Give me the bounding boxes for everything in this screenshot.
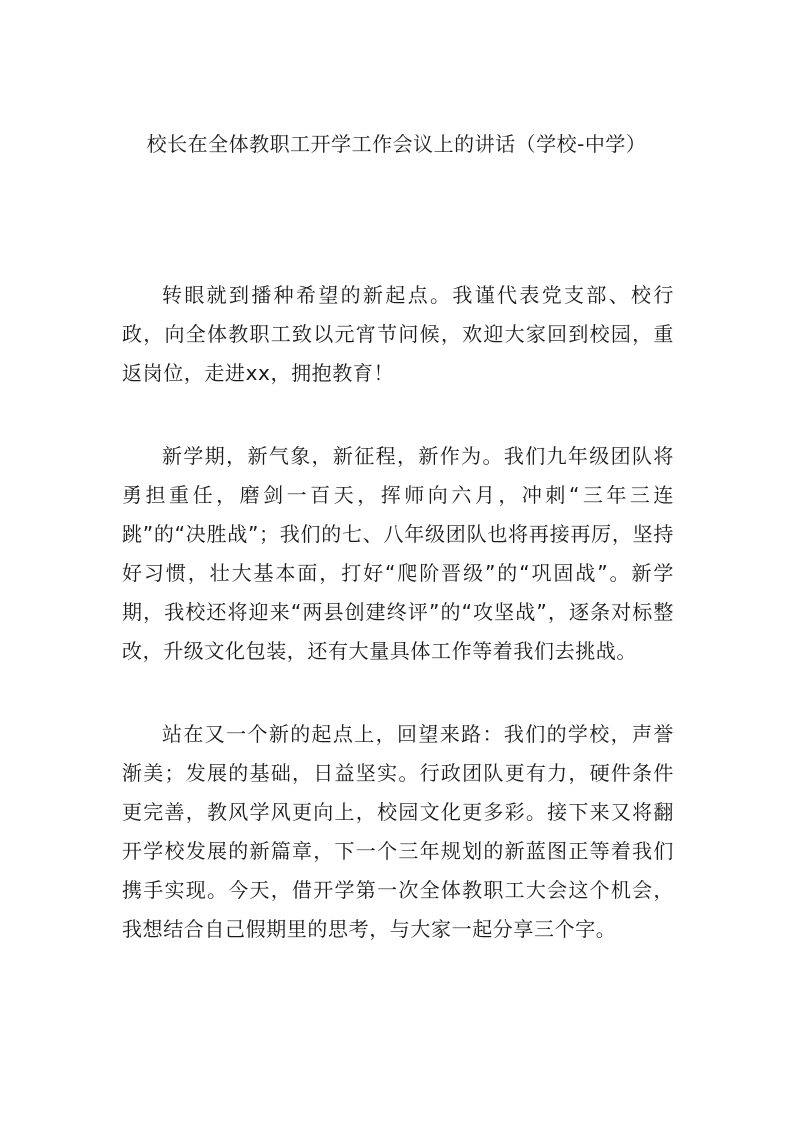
paragraph-2: 新学期，新气象，新征程，新作为。我们九年级团队将勇担重任，磨剑一百天，挥师向六月，冲刺“三年三连跳”的“决胜战”；我们的七、八年级团队也将再接再厉，坚持好习惯，壮大基本面，打好“爬阶晋级”的“巩固战”。新学期，我校还将迎来“两县创建终评”的“攻坚战”，逐条对标整改，升级文化包装，还有大量具体工作等着我们去挑战。 — [122, 444, 674, 663]
paragraph-1: 转眼就到播种希望的新起点。我谨代表党支部、校行政，向全体教职工致以元宵节问候，欢迎大家回到校园，重返岗位，走进xx，拥抱教育！ — [122, 283, 674, 385]
paragraph-3: 站在又一个新的起点上，回望来路：我们的学校，声誉渐美；发展的基础，日益坚实。行政团队更有力，硬件条件更完善，教风学风更向上，校园文化更多彩。接下来又将翻开学校发展的新篇章，下一个三年规划的新蓝图正等着我们携手实现。今天，借开学第一次全体教职工大会这个机会，我想结合自己假期里的思考，与大家一起分享三个字。 — [122, 722, 674, 941]
document-body — [122, 276, 674, 993]
document-title: 校长在全体教职工开学工作会议上的讲话（学校-中学） — [146, 132, 647, 156]
